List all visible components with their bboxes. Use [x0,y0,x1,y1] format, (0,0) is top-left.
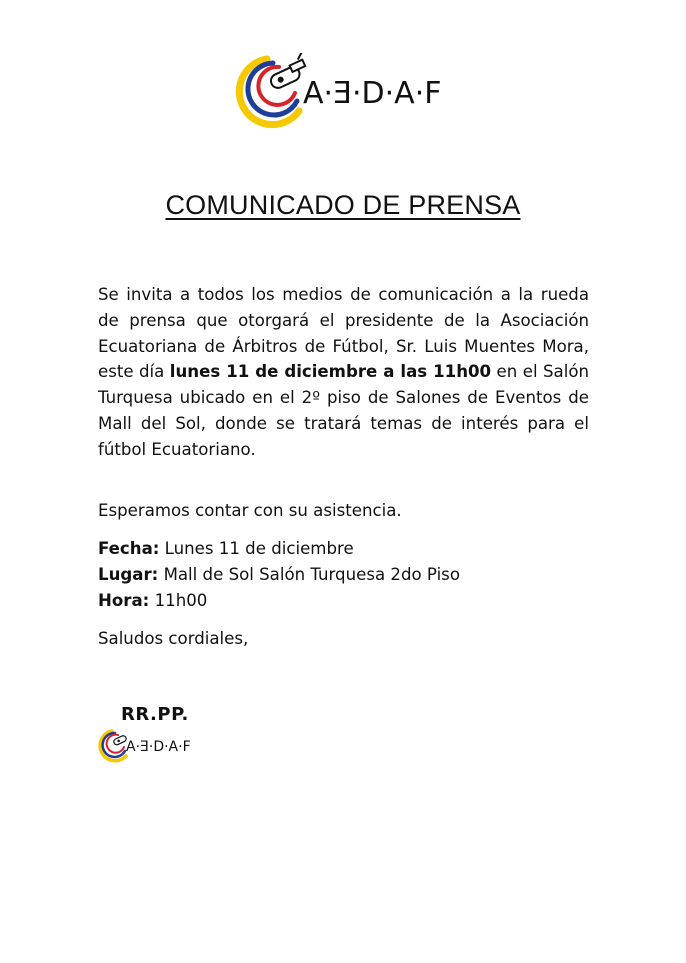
lugar-value: Mall de Sol Salón Turquesa 2do Piso [158,565,460,584]
fecha-value: Lunes 11 de diciembre [159,539,354,558]
paragraph-text-1: Se invita a todos los medios de comunicación a la rueda de prensa que otorgará el presidente de la Asociación Ecuatoriana de Árbitros de Fútbol, Sr. Luis Muentes Mora, este día [98,285,589,382]
salutation: Saludos cordiales, [98,629,249,648]
paragraph-bold-date: lunes 11 de diciembre a las 11h00 [169,362,492,382]
lugar-label: Lugar: [98,565,159,584]
aedaf-logo-header [233,53,478,129]
aedaf-emblem-icon [233,53,478,129]
invitation-paragraph [98,282,589,463]
detail-lugar [98,562,460,588]
hora-value: 11h00 [149,591,208,610]
paragraph-text-2: en el Salón Turquesa ubicado en el 2º piso de Salones de Eventos de Mall del Sol, donde se tratará temas de interés para el fútbol Ecuatoriano. [98,362,589,459]
fecha-label: Fecha: [98,539,160,558]
page-title: COMUNICADO DE PRENSA [165,190,521,220]
hora-label: Hora: [98,591,150,610]
detail-hora [98,588,207,614]
aedaf-logo-footer [96,728,206,764]
logo-wordmark: A·Ǝ·D·A·F [303,76,442,111]
signature: RR.PP. [121,704,189,725]
logo-wordmark-small: A·Ǝ·D·A·F [126,739,191,755]
detail-fecha [98,536,354,562]
closing-hope: Esperamos contar con su asistencia. [98,501,402,520]
aedaf-emblem-small-icon [96,728,206,764]
